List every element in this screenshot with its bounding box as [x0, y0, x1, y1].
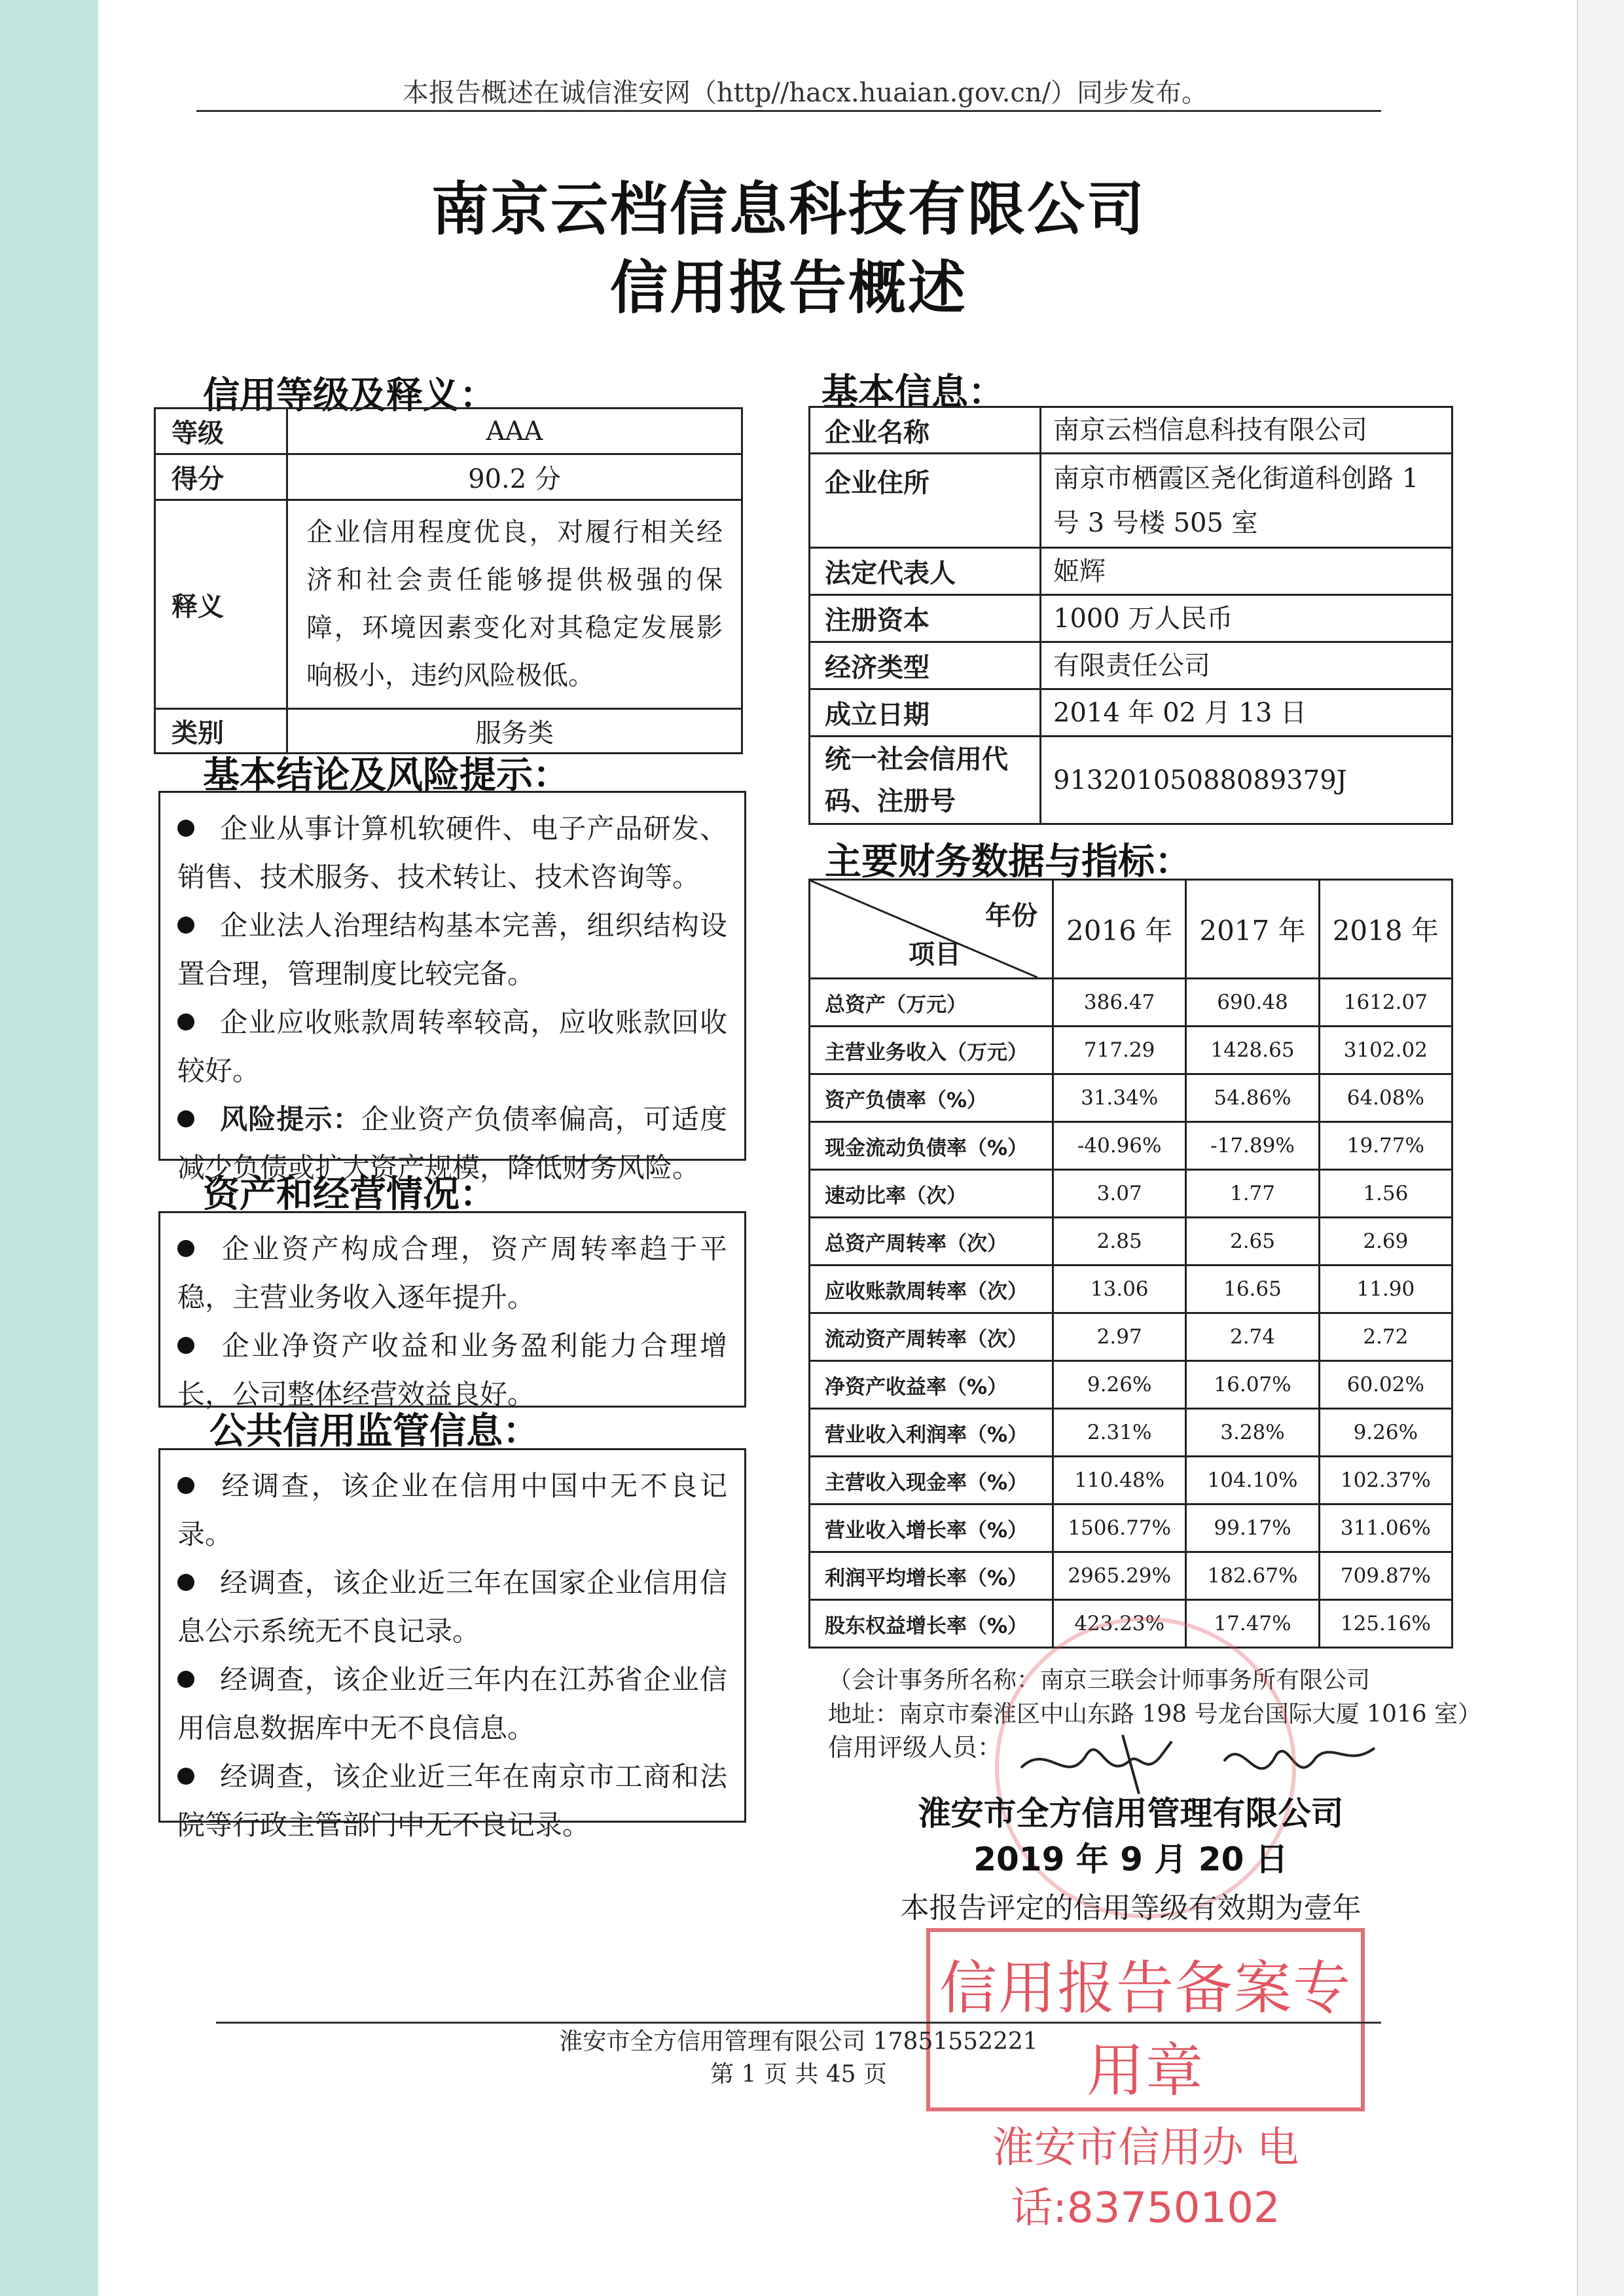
rater-label: 信用评级人员： [828, 1733, 1003, 1762]
footer-company: 淮安市全方信用管理有限公司 17851552221 [559, 2028, 1038, 2055]
finance-value: 2.97 [1053, 1313, 1186, 1361]
header-year-label: 年份 [985, 901, 1038, 931]
info-label: 成立日期 [810, 689, 1041, 737]
finance-value: 64.08% [1319, 1074, 1452, 1122]
finance-value: 717.29 [1053, 1027, 1186, 1074]
finance-diagonal-header [810, 880, 1053, 979]
category-value: 服务类 [287, 709, 742, 754]
finance-item-name: 总资产（万元） [810, 979, 1053, 1027]
finance-value: 2.31% [1053, 1409, 1186, 1457]
finance-row [810, 1409, 1453, 1457]
regulation-item: 经调查，该企业近三年在国家企业信用信息公示系统无不良记录。 [177, 1567, 727, 1647]
finance-row [810, 1552, 1453, 1600]
finance-row [810, 1266, 1453, 1313]
header-rule [196, 110, 1381, 112]
validity-note: 本报告评定的信用等级有效期为壹年 [900, 1891, 1362, 1925]
issue-date: 2019 年 9 月 20 日 [973, 1840, 1288, 1878]
issuer-name: 淮安市全方信用管理有限公司 [918, 1795, 1344, 1832]
finance-item-name: 股东权益增长率（%） [810, 1600, 1053, 1648]
finance-value: 2965.29% [1053, 1552, 1186, 1600]
finance-item-name: 应收账款周转率（次） [810, 1266, 1053, 1313]
info-value: 南京市栖霞区尧化街道科创路 1 号 3 号楼 505 室 [1041, 454, 1453, 548]
bullet-icon [177, 1477, 194, 1494]
finance-value: 3.28% [1186, 1409, 1319, 1457]
finance-value: 1506.77% [1053, 1504, 1186, 1552]
info-value: 姬辉 [1041, 548, 1453, 595]
regulation-item: 经调查，该企业近三年在南京市工商和法院等行政主管部门中无不良记录。 [177, 1760, 727, 1841]
finance-value: 19.77% [1319, 1122, 1452, 1170]
year-header: 2016 年 [1053, 880, 1186, 979]
finance-value: 9.26% [1319, 1409, 1452, 1457]
finance-value: 17.47% [1186, 1600, 1319, 1648]
finance-row [810, 1504, 1453, 1552]
info-row [810, 454, 1453, 548]
bullet-icon [177, 1337, 194, 1354]
info-label: 企业住所 [810, 454, 1041, 548]
info-label: 法定代表人 [810, 548, 1041, 595]
conclusion-item: 企业应收账款周转率较高，应收账款回收较好。 [177, 1006, 727, 1087]
finance-value: 2.85 [1053, 1218, 1186, 1266]
finance-item-name: 营业收入利润率（%） [810, 1409, 1053, 1457]
grade-value: AAA [287, 409, 742, 454]
info-value: 91320105088089379J [1041, 737, 1453, 824]
conclusion-item: 企业法人治理结构基本完善，组织结构设置合理，管理制度比较完备。 [177, 909, 727, 990]
finance-item-name: 现金流动负债率（%） [810, 1122, 1053, 1170]
finance-value: 3102.02 [1319, 1027, 1452, 1074]
meaning-row [155, 500, 742, 709]
finance-table [808, 879, 1453, 1649]
info-row [810, 548, 1453, 595]
finance-row [810, 1074, 1453, 1122]
finance-body [810, 979, 1453, 1648]
conclusion-item: 企业从事计算机软硬件、电子产品研发、销售、技术服务、技术转让、技术咨询等。 [177, 812, 727, 893]
info-row [810, 737, 1453, 824]
finance-value: 1.56 [1319, 1170, 1452, 1218]
finance-item-name: 净资产收益率（%） [810, 1361, 1053, 1409]
finance-value: 1612.07 [1319, 979, 1452, 1027]
finance-value: 16.07% [1186, 1361, 1319, 1409]
meaning-label: 释义 [155, 500, 287, 709]
finance-value: 102.37% [1319, 1457, 1452, 1504]
assets-item: 企业净资产收益和业务盈利能力合理增长，公司整体经营效益良好。 [177, 1330, 727, 1410]
finance-value: 99.17% [1186, 1504, 1319, 1552]
info-row [810, 689, 1453, 737]
bullet-icon [177, 1768, 194, 1785]
bullet-icon [177, 1110, 194, 1127]
finance-value: 423.23% [1053, 1600, 1186, 1648]
finance-row [810, 1027, 1453, 1074]
scan-right-margin [1577, 0, 1624, 2296]
finance-item-name: 总资产周转率（次） [810, 1218, 1053, 1266]
year-header: 2017 年 [1186, 880, 1319, 979]
finance-item-name: 速动比率（次） [810, 1170, 1053, 1218]
score-label: 得分 [155, 454, 287, 500]
finance-row [810, 979, 1453, 1027]
page-number: 第 1 页 共 45 页 [710, 2061, 887, 2088]
finance-value: 9.26% [1053, 1361, 1186, 1409]
finance-row [810, 1170, 1453, 1218]
finance-value: 709.87% [1319, 1552, 1452, 1600]
finance-item-name: 资产负债率（%） [810, 1074, 1053, 1122]
finance-value: 2.72 [1319, 1313, 1452, 1361]
conclusion-heading: 基本结论及风险提示： [203, 754, 569, 797]
assets-box [158, 1211, 746, 1408]
publish-notice: 本报告概述在诚信淮安网（http//hacx.huaian.gov.cn/）同步发布。 [402, 78, 1208, 108]
finance-value: 60.02% [1319, 1361, 1452, 1409]
meaning-value: 企业信用程度优良，对履行相关经济和社会责任能够提供极强的保障，环境因素变化对其稳定发展影响极小，违约风险极低。 [287, 500, 742, 709]
stamp-title: 信用报告备案专用章 [939, 1954, 1352, 2104]
finance-value: 2.69 [1319, 1218, 1452, 1266]
finance-value: 311.06% [1319, 1504, 1452, 1552]
company-title: 南京云档信息科技有限公司 [431, 175, 1146, 243]
basic-info-table [808, 406, 1453, 825]
finance-value: 2.65 [1186, 1218, 1319, 1266]
accounting-address: 地址：南京市秦淮区中山东路 198 号龙台国际大厦 1016 室） [828, 1701, 1482, 1728]
info-row [810, 642, 1453, 689]
info-row [810, 595, 1453, 642]
stamp-contact: 淮安市信用办 电话:83750102 [992, 2124, 1299, 2232]
finance-value: 110.48% [1053, 1457, 1186, 1504]
finance-value: 3.07 [1053, 1170, 1186, 1218]
finance-value: 16.65 [1186, 1266, 1319, 1313]
finance-item-name: 流动资产周转率（次） [810, 1313, 1053, 1361]
bullet-icon [177, 1013, 194, 1030]
basic-info-heading: 基本信息： [821, 371, 1005, 414]
bullet-icon [177, 917, 194, 934]
assets-heading: 资产和经营情况： [203, 1173, 496, 1216]
finance-value: 125.16% [1319, 1600, 1452, 1648]
info-row [810, 407, 1453, 454]
finance-value: 13.06 [1053, 1266, 1186, 1313]
risk-item: 风险提示：企业资产负债率偏高，可适度减少负债或扩大资产规模，降低财务风险。 [177, 1103, 727, 1184]
finance-row [810, 1361, 1453, 1409]
grade-label: 等级 [155, 409, 287, 454]
year-header: 2018 年 [1319, 880, 1452, 979]
report-title: 信用报告概述 [609, 254, 967, 321]
bullet-icon [177, 1240, 194, 1257]
regulation-item: 经调查，该企业近三年内在江苏省企业信用信息数据库中无不良信息。 [177, 1664, 727, 1744]
credit-grade-heading: 信用等级及释义： [203, 374, 496, 417]
score-row [155, 454, 742, 500]
score-value: 90.2 分 [287, 454, 742, 500]
regulation-heading: 公共信用监管信息： [209, 1410, 539, 1453]
finance-header-row [810, 880, 1453, 979]
info-value: 南京云档信息科技有限公司 [1041, 407, 1453, 454]
finance-heading: 主要财务数据与指标： [825, 841, 1191, 883]
header-item-label: 项目 [909, 939, 961, 970]
finance-value: 690.48 [1186, 979, 1319, 1027]
finance-item-name: 主营业务收入（万元） [810, 1027, 1053, 1074]
risk-lead: 风险提示： [219, 1103, 361, 1135]
finance-row [810, 1218, 1453, 1266]
finance-item-name: 营业收入增长率（%） [810, 1504, 1053, 1552]
finance-row [810, 1457, 1453, 1504]
finance-value: 182.67% [1186, 1552, 1319, 1600]
bullet-icon [177, 1574, 194, 1591]
finance-value: 31.34% [1053, 1074, 1186, 1122]
finance-value: -40.96% [1053, 1122, 1186, 1170]
bullet-icon [177, 1671, 194, 1688]
accounting-firm: （会计事务所名称：南京三联会计师事务所有限公司 [828, 1667, 1371, 1694]
credit-grade-table [154, 407, 743, 754]
info-value: 2014 年 02 月 13 日 [1041, 689, 1453, 737]
finance-value: 54.86% [1186, 1074, 1319, 1122]
info-label: 统一社会信用代码、注册号 [810, 737, 1041, 824]
bullet-icon [177, 820, 194, 837]
finance-value: 1.77 [1186, 1170, 1319, 1218]
finance-value: 104.10% [1186, 1457, 1319, 1504]
info-label: 企业名称 [810, 407, 1041, 454]
info-value: 1000 万人民币 [1041, 595, 1453, 642]
info-label: 注册资本 [810, 595, 1041, 642]
regulation-box [158, 1448, 746, 1841]
regulation-item: 经调查，该企业在信用中国中无不良记录。 [177, 1470, 727, 1550]
info-value: 有限责任公司 [1041, 642, 1453, 689]
finance-item-name: 利润平均增长率（%） [810, 1552, 1053, 1600]
grade-row [155, 409, 742, 454]
finance-value: 11.90 [1319, 1266, 1452, 1313]
finance-value: -17.89% [1186, 1122, 1319, 1170]
finance-value: 2.74 [1186, 1313, 1319, 1361]
finance-value: 1428.65 [1186, 1027, 1319, 1074]
finance-row [810, 1122, 1453, 1170]
assets-item: 企业资产构成合理，资产周转率趋于平稳，主营业务收入逐年提升。 [177, 1233, 727, 1313]
finance-value: 386.47 [1053, 979, 1186, 1027]
info-label: 经济类型 [810, 642, 1041, 689]
scan-left-margin [0, 0, 98, 2296]
finance-item-name: 主营收入现金率（%） [810, 1457, 1053, 1504]
finance-row [810, 1313, 1453, 1361]
category-label: 类别 [155, 709, 287, 754]
conclusion-box [158, 791, 746, 1184]
